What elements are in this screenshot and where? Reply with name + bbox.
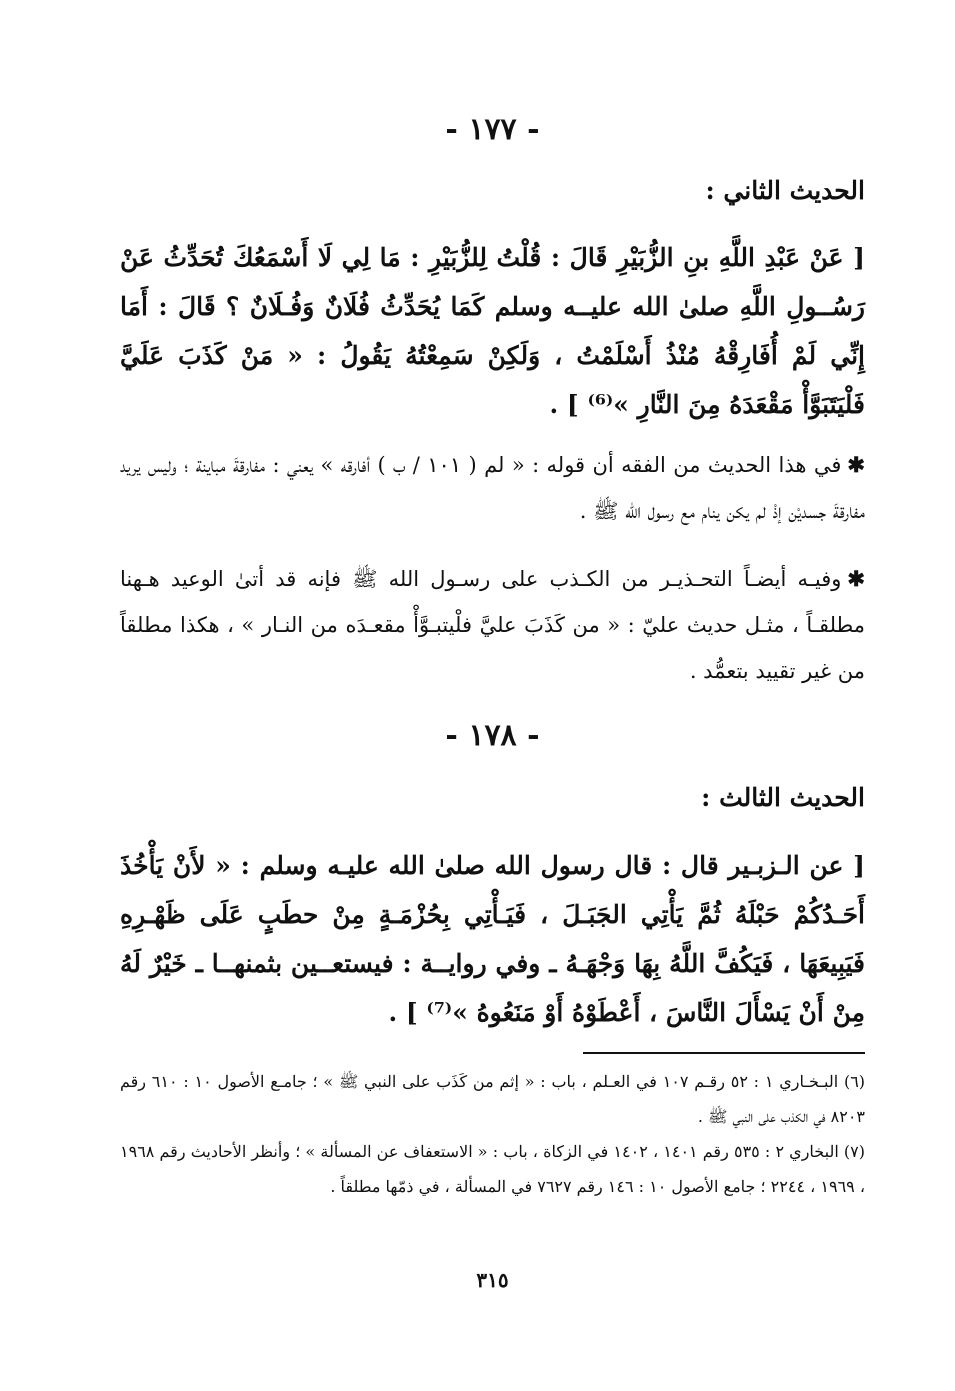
footnote-7: (٧) البخاري ٢ : ٥٣٥ رقم ١٤٠١ ، ١٤٠٢ في الزكاة ، باب : « الاستعفاف عن المسألة » ؛ وأنظر الأحاديث رقم ١٩٦٨ ، ١٩٦٩ ، ٢٢٤٤ ؛ جامع الأصول ١٠ : ١٤٦ رقم ٧٦٢٧ في المسألة ، في ذمّها مطلقاً . (120, 1142, 866, 1196)
hadith-text-177: [ عَنْ عَبْدِ اللَّهِ بنِ الزُّبَيْرِ قَالَ : قُلْتُ لِلزُّبَيْرِ : مَا لِي لَا أَسْمَعُكَ تُحَدِّثُ عَنْ رَسُــولِ اللَّهِ صلىٰ الله عليــه وسلم كَمَا يُحَدِّثُ فُلَانٌ وَفُـلَانٌ ؟ قَالَ : أَمَا إِنِّي لَمْ أُفَارِقْهُ مُنْذُ أَسْلَمْتُ ، وَلَكِنْ سَمِعْتُهُ يَقُولُ : « مَنْ كَذَبَ عَلَيَّ فَلْيَتَبَوَّأْ مَقْعَدَهُ مِنَ النَّارِ »⁽⁶⁾ ] . (120, 243, 865, 419)
commentary-paragraph (120, 556, 865, 694)
commentary-text: في هذا الحديث من الفقه أن قوله : « لم ( ١٠١ / ب ) أفارقه » يعني : مفارقةَ مباينة ؛ وليس يريد مفارقةَ جسديْن إذْ لم يكن ينام مع رسول الله ﷺ . (120, 453, 865, 523)
footnote-6: (٦) البـخـاري ١ : ٥٢ رقـم ١٠٧ في العـلم ، باب : « إثم من كَذَب على النبي ﷺ » ؛ جامـع الأصول ١٠ : ٦١٠ رقم ٨٢٠٣ في الكذب على النبي ﷺ . (120, 1072, 866, 1126)
section-heading-second-hadith: الحديث الثاني : (705, 176, 865, 205)
hadith-number-178: - ١٧٨ - (445, 718, 540, 753)
hadith-number-177: - ١٧٧ - (445, 112, 540, 147)
commentary-text: وفيـه أيضـاً التحـذيـر من الكـذب على رسـول الله ﷺ فإنه قد أتىٰ الوعيد هـهنا مطلقـاً ، مثـل حديث عليّ : « من كَذَبَ عليَّ فلْيتبـوَّأْ مقعـدَه من النـار » ، هكذا مطلقاً من غير تقييد بتعمُّد . (120, 567, 865, 683)
page-number: ٣١٥ (476, 1268, 509, 1292)
bullet-star-icon: ✱ (847, 566, 865, 591)
footnote-separator (583, 1052, 865, 1054)
footnotes (120, 1064, 865, 1204)
section-heading-third-hadith: الحديث الثالث : (701, 783, 865, 812)
bullet-star-icon: ✱ (847, 452, 865, 477)
commentary-paragraph (120, 442, 865, 534)
hadith-text-178: [ عن الـزبـير قال : قال رسول الله صلىٰ الله عليـه وسلم : « لأَنْ يَأْخُذَ أَحَـدُكُمْ حَبْلَهُ ثُمَّ يَأْتِي الجَبَـلَ ، فَيَـأْتِي بِحُزْمَـةٍ مِنْ حطَبٍ عَلَى ظَهْـرِهِ فَيَبِيعَهَا ، فَيَكُفَّ اللَّهُ بِهَا وَجْهَـهُ ـ وفي روايــة : فيستعــين بثمنهــا ـ خَيْرٌ لَهُ مِنْ أَنْ يَسْأَلَ النَّاسَ ، أَعْطَوْهُ أَوْ مَنَعُوهُ »⁽⁷⁾ ] . (120, 851, 865, 1027)
book-page (120, 0, 865, 1391)
